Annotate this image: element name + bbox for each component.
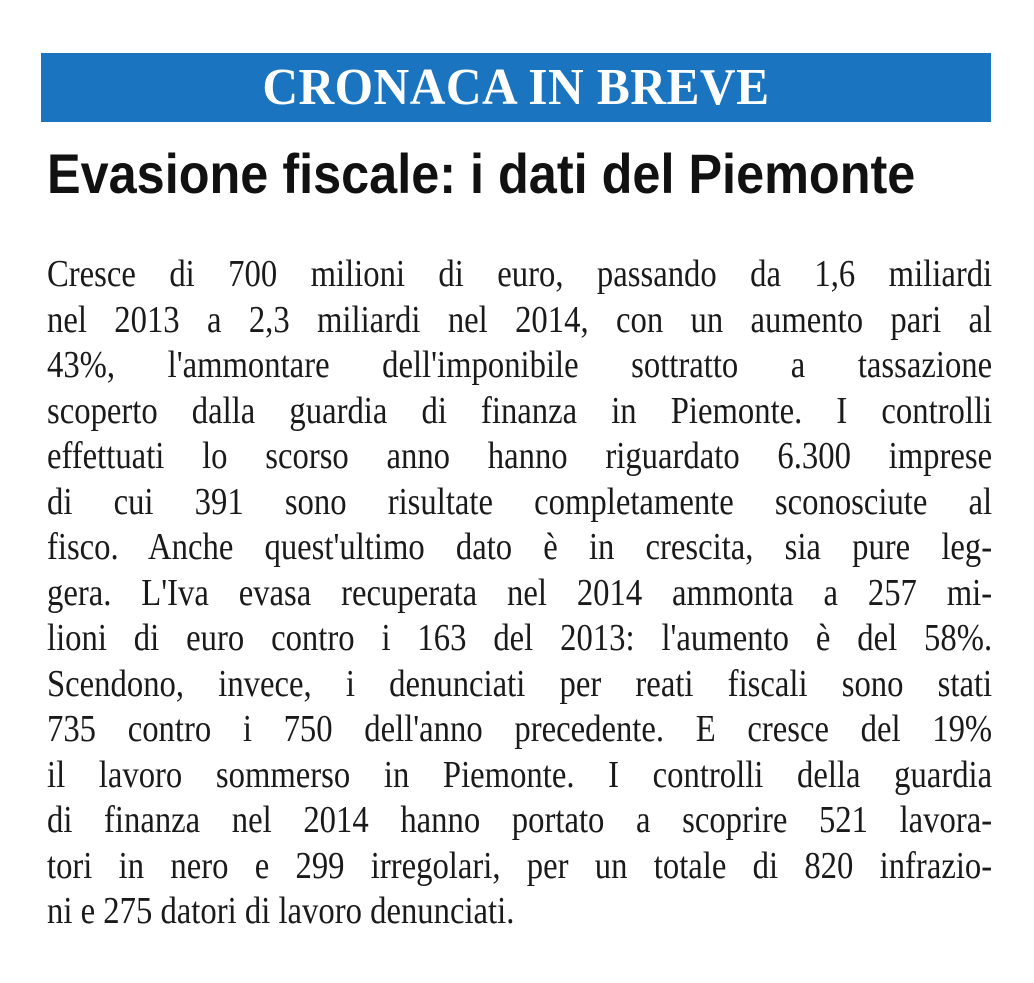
body-line: scoperto dalla guardia di finanza in Piemonte. I controlli <box>47 389 993 432</box>
body-line: gera. L'Iva evasa recuperata nel 2014 ammonta a 257 mi- <box>47 571 993 614</box>
body-line: di cui 391 sono risultate completamente sconosciute al <box>47 480 993 523</box>
body-line: ni e 275 datori di lavoro denunciati. <box>47 890 515 932</box>
body-line: effettuati lo scorso anno hanno riguardato 6.300 imprese <box>47 435 993 477</box>
body-line: 735 contro i 750 dell'anno precedente. E cresce del 19% <box>47 708 993 750</box>
section-label: CRONACA IN BREVE <box>262 58 770 116</box>
body-line: 43%, l'ammontare dell'imponibile sottratto a tassazione <box>47 344 993 386</box>
body-line: Cresce di 700 milioni di euro, passando da 1,6 miliardi <box>47 253 993 295</box>
body-line: fisco. Anche quest'ultimo dato è in crescita, sia pure leg- <box>47 526 993 568</box>
article-body <box>47 252 992 935</box>
body-line: nel 2013 a 2,3 miliardi nel 2014, con un aumento pari al <box>47 298 993 341</box>
body-line: il lavoro sommerso in Piemonte. I controlli della guardia <box>47 753 993 796</box>
section-banner <box>41 53 991 122</box>
body-line: di finanza nel 2014 hanno portato a scoprire 521 lavora- <box>47 799 993 841</box>
body-line: lioni di euro contro i 163 del 2013: l'aumento è del 58%. <box>47 617 993 659</box>
article-headline: Evasione fiscale: i dati del Piemonte <box>47 142 916 205</box>
body-line: tori in nero e 299 irregolari, per un totale di 820 infrazio- <box>47 844 993 887</box>
body-line: Scendono, invece, i denunciati per reati fiscali sono stati <box>47 662 993 705</box>
